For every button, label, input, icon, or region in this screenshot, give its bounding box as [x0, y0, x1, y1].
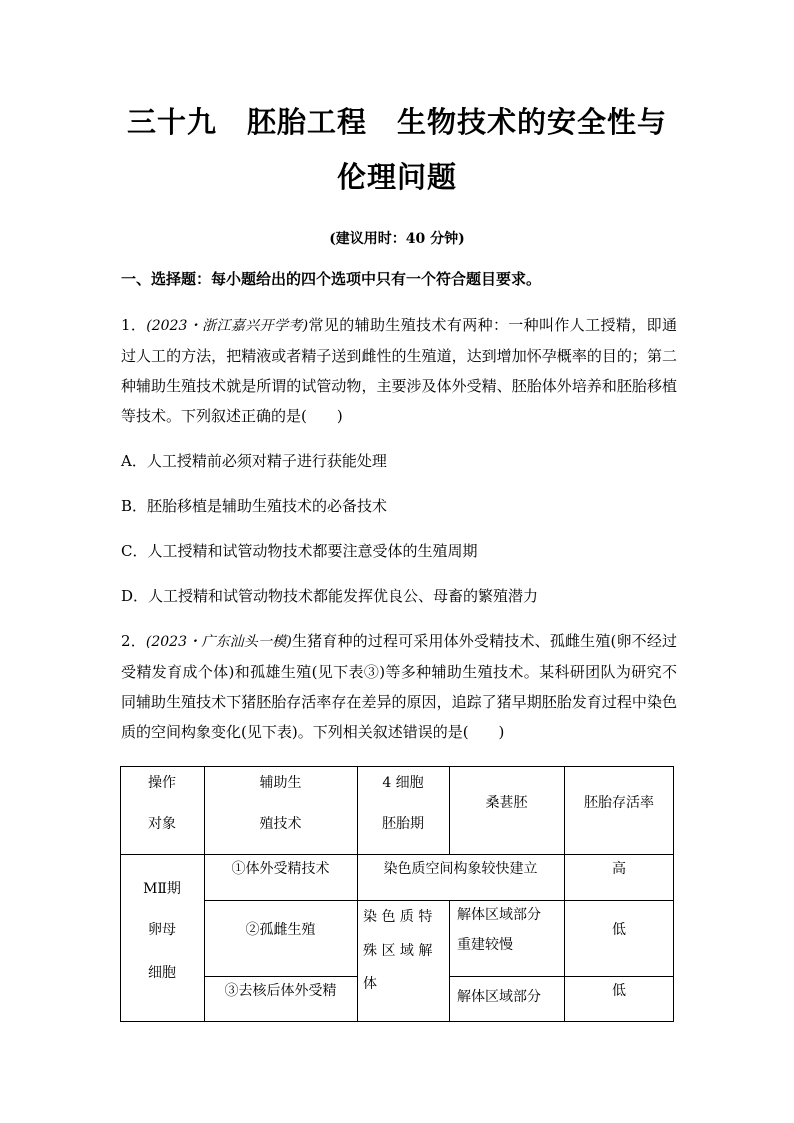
question-2	[121, 626, 677, 747]
option-b: B．胚胎移植是辅助生殖技术的必备技术	[121, 497, 388, 515]
page-title-line1: 三十九 胚胎工程 生物技术的安全性与	[126, 105, 667, 139]
section-heading: 一、选择题：每小题给出的四个选项中只有一个符合题目要求。	[121, 270, 542, 288]
table-rule	[449, 900, 450, 1022]
table-rule	[449, 976, 674, 977]
object-line-1: MⅡ期	[143, 881, 181, 897]
tech-enucleated-ivf: ③去核后体外受精	[224, 983, 337, 999]
data-table	[120, 766, 674, 1022]
question-2-number: 2．	[121, 632, 146, 650]
header-tech-2: 殖技术	[259, 816, 302, 832]
option-a: A．人工授精前必须对精子进行获能处理	[121, 452, 387, 470]
tech-ivf: ①体外受精技术	[231, 861, 330, 877]
four-cell-line-3: 体	[363, 976, 377, 992]
time-hint: (建议用时：40 分钟)	[329, 231, 465, 247]
four-cell-line-2: 殊 区 域 解	[363, 943, 433, 959]
question-2-text: 生猪育种的过程可采用体外受精技术、孤雌生殖(卵不经过受精发育成个体)和孤雄生殖(见下表③)等多种辅助生殖技术。某科研团队为研究不同辅助生殖技术下猪胚胎存活率存在差异的原因，追踪了猪早期胚胎发育过程中染色质的空间构象变化(见下表)。下列相关叙述错误的是( )	[121, 632, 678, 741]
question-2-source: (2023・广东汕头一模)	[145, 634, 292, 650]
header-four-cell-2: 胚胎期	[382, 816, 424, 832]
table-rule	[357, 766, 358, 1022]
header-four-cell-1: 4 细胞	[382, 775, 424, 791]
header-object-2: 对象	[148, 816, 176, 832]
table-rule	[204, 976, 357, 977]
question-1	[121, 310, 677, 431]
question-1-text: 常见的辅助生殖技术有两种：一种叫作人工授精，即通过人工的方法，把精液或者精子送到雌性的生殖道，达到增加怀孕概率的目的；第二种辅助生殖技术就是所谓的试管动物，主要涉及体外受精、胚胎体外培养和胚胎移植等技术。下列叙述正确的是( )	[121, 316, 677, 425]
header-morula: 桑葚胚	[485, 795, 528, 811]
morula-row2-line-2: 重建较慢	[457, 937, 513, 953]
header-object-1: 操作	[148, 775, 176, 791]
question-1-source: (2023・浙江嘉兴开学考)	[146, 318, 309, 334]
row2-rate: 低	[612, 922, 626, 938]
row3-rate: 低	[612, 983, 626, 999]
morula-row3: 解体区域部分	[457, 989, 541, 1005]
row1-rate: 高	[612, 861, 626, 877]
object-line-3: 细胞	[148, 965, 176, 981]
option-c: C．人工授精和试管动物技术都要注意受体的生殖周期	[121, 542, 478, 560]
question-1-number: 1．	[121, 316, 147, 334]
morula-row2-line-1: 解体区域部分	[457, 907, 541, 923]
object-line-2: 卵母	[148, 922, 176, 938]
header-survival-rate: 胚胎存活率	[584, 795, 654, 811]
row1-chromatin: 染色质空间构象较快建立	[383, 861, 538, 877]
tech-parthenogenesis: ②孤雌生殖	[245, 922, 316, 938]
four-cell-line-1: 染 色 质 特	[363, 909, 433, 925]
table-rule	[204, 900, 674, 901]
header-tech-1: 辅助生	[259, 775, 302, 791]
option-d: D．人工授精和试管动物技术都能发挥优良公、母畜的繁殖潜力	[121, 587, 539, 605]
page-title-line2: 伦理问题	[336, 160, 457, 194]
